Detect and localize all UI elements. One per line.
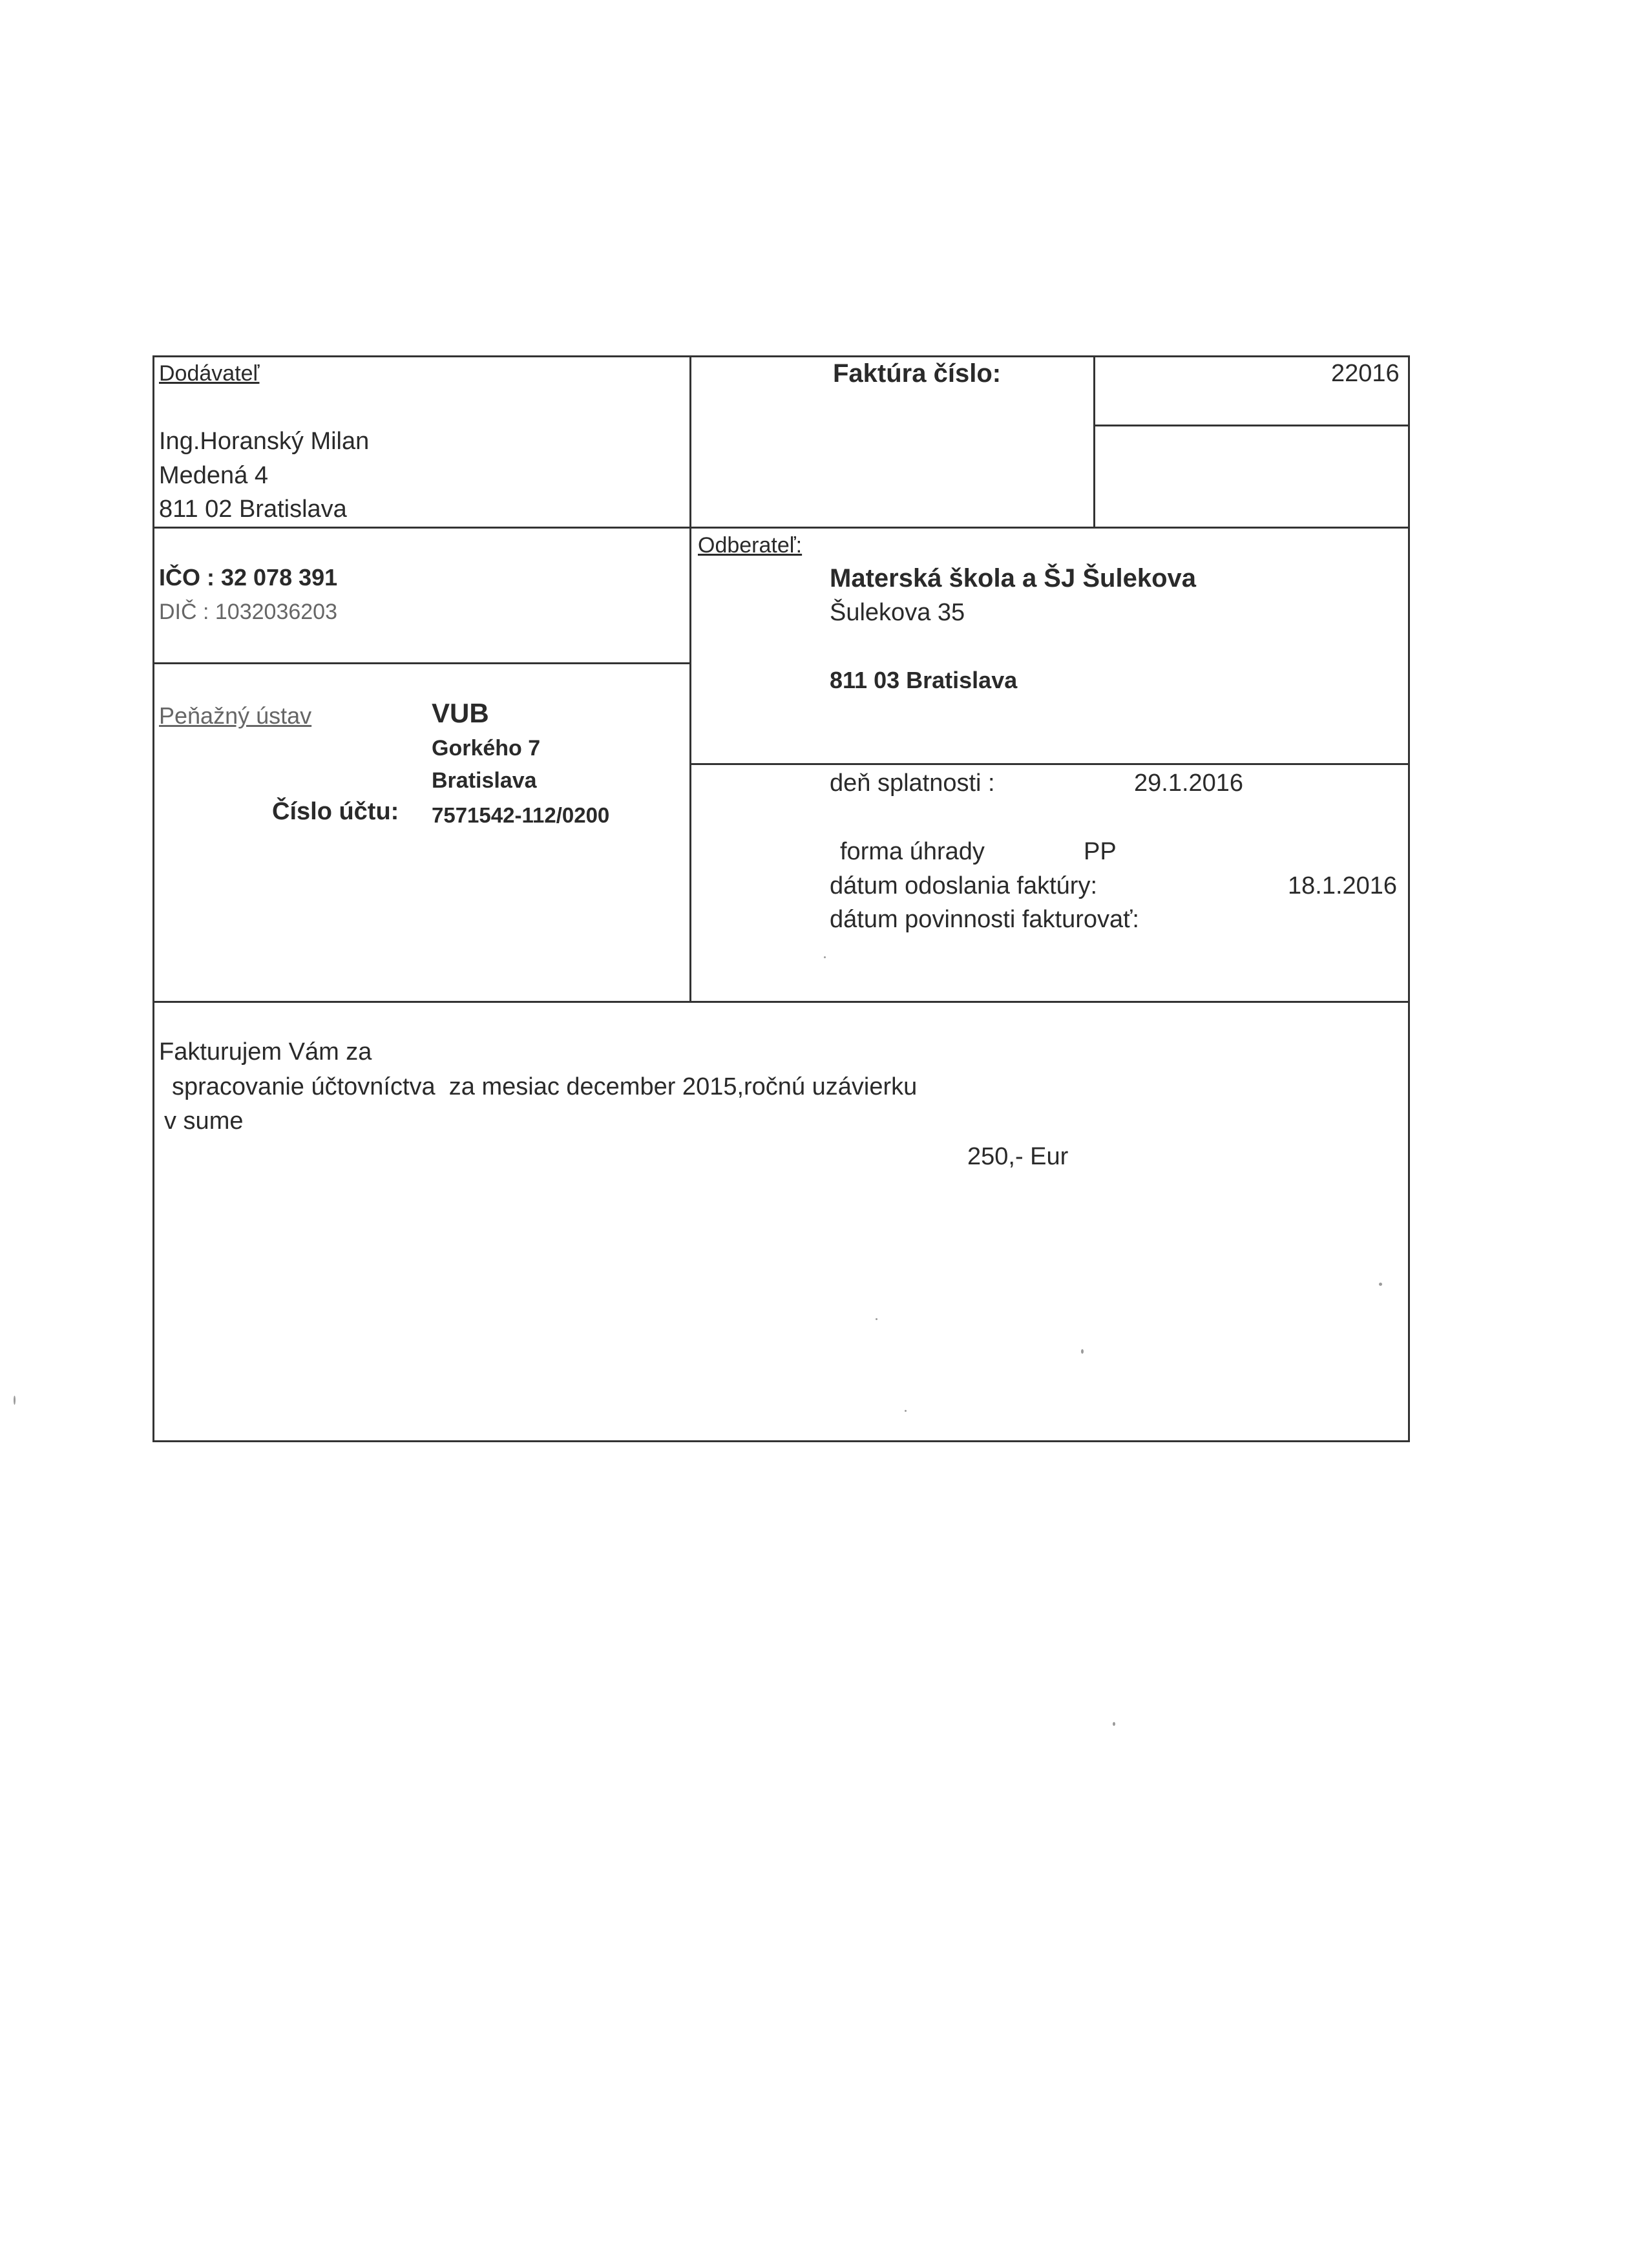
supplier-ico: IČO : 32 078 391 (159, 564, 338, 591)
due-date: 29.1.2016 (1134, 770, 1244, 797)
column-divider (689, 355, 691, 1002)
invoice-number: 22016 (1331, 360, 1400, 387)
bank-street: Gorkého 7 (432, 736, 541, 761)
scan-speck (1081, 1349, 1084, 1354)
sent-date-label: dátum odoslania faktúry: (830, 872, 1098, 899)
invoice-number-box-left (1093, 355, 1095, 527)
customer-street: Šulekova 35 (830, 599, 965, 626)
scan-speck (824, 956, 826, 958)
bank-heading: Peňažný ústav (159, 702, 312, 729)
supplier-divider (152, 527, 1410, 529)
sent-date: 18.1.2016 (1288, 872, 1398, 899)
bank-city: Bratislava (432, 768, 537, 793)
payment-form-value: PP (1084, 838, 1117, 865)
bank-account-number: 7571542-112/0200 (432, 803, 610, 827)
bank-name: VUB (432, 698, 489, 728)
scan-speck (1379, 1283, 1382, 1286)
payment-form-label: forma úhrady (840, 838, 985, 865)
supplier-name: Ing.Horanský Milan (159, 428, 370, 455)
due-date-label: deň splatnosti : (830, 770, 995, 797)
terms-divider (689, 763, 1410, 765)
invoice-number-label: Faktúra číslo: (833, 359, 1002, 388)
supplier-dic: DIČ : 1032036203 (159, 600, 337, 624)
invoice-body-frame (152, 1001, 1410, 1442)
taxable-date-label: dátum povinnosti fakturovať: (830, 906, 1139, 933)
supplier-heading: Dodávateľ (159, 361, 260, 386)
bank-account-label: Číslo účtu: (272, 798, 399, 825)
invoice-amount: 250,- Eur (967, 1143, 1069, 1170)
invoice-number-box-divider (1093, 425, 1410, 426)
scan-speck (1113, 1722, 1115, 1726)
supplier-street: Medená 4 (159, 462, 269, 489)
scan-speck (14, 1396, 16, 1405)
customer-heading: Odberateľ: (698, 533, 803, 558)
customer-city: 811 03 Bratislava (830, 667, 1018, 693)
supplier-city: 811 02 Bratislava (159, 496, 347, 523)
body-intro: Fakturujem Vám za (159, 1038, 372, 1066)
scan-speck (905, 1410, 907, 1412)
customer-name: Materská škola a ŠJ Šulekova (830, 564, 1196, 593)
bank-divider (152, 662, 689, 664)
body-sum-label: v sume (164, 1108, 244, 1135)
scan-speck (876, 1318, 877, 1320)
body-description: spracovanie účtovníctva za mesiac december 2015,ročnú uzávierku (172, 1073, 918, 1100)
